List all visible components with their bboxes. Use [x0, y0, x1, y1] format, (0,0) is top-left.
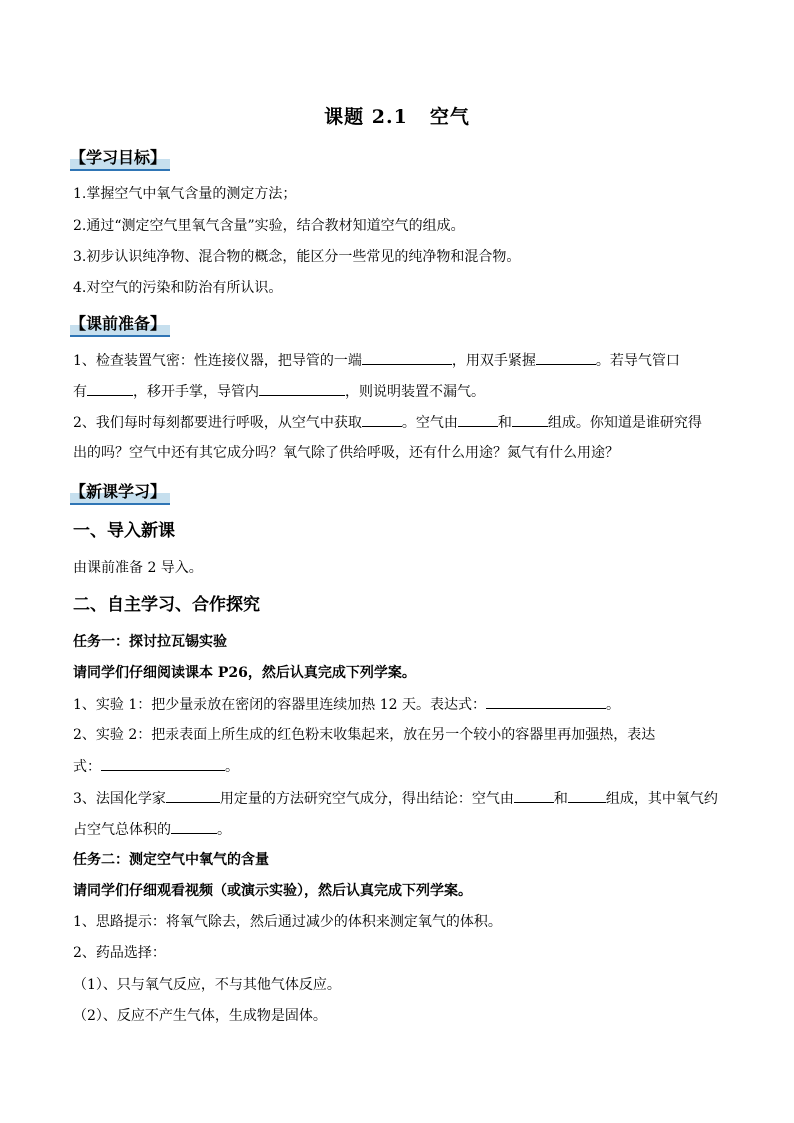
task1-item-3-line1: 3、法国化学家 用定量的方法研究空气成分，得出结论：空气由 和 组成，其中氧气约: [73, 788, 718, 809]
part1-text: 由课前准备 2 导入。: [73, 560, 203, 576]
task1-item-2-line2: 式： 。: [73, 756, 239, 777]
answer-blank[interactable]: [486, 694, 606, 709]
task1-item-2-line1: 2、实验 2：把汞表面上所生成的红色粉末收集起来，放在另一个较小的容器里再加强热，表达: [73, 727, 656, 743]
title-main: 课题 2.1: [324, 106, 408, 128]
answer-blank[interactable]: [87, 381, 133, 396]
task2-item-1: 1、思路提示：将氧气除去，然后通过减少的体积来测定氧气的体积。: [73, 914, 502, 930]
task2-item-4: （2）、反应不产生气体，生成物是固体。: [73, 1008, 327, 1024]
answer-blank[interactable]: [101, 756, 225, 771]
section-prep-tag: 【课前准备】: [70, 313, 170, 337]
prep-q2-line1: 2、我们每时每刻都要进行呼吸，从空气中获取 。空气由 和 组成。你知道是谁研究得: [73, 412, 702, 433]
task2-title: 任务二：测定空气中氧气的含量: [73, 852, 269, 868]
section-new-tag: 【新课学习】: [70, 481, 170, 505]
task1-item-3-line2: 占空气总体积的 。: [73, 819, 231, 840]
task1-item-1: 1、实验 1：把少量汞放在密闭的容器里连续加热 12 天。表达式： 。: [73, 694, 620, 715]
goal-item-1: 1.掌握空气中氧气含量的测定方法；: [73, 186, 297, 202]
answer-blank[interactable]: [512, 412, 548, 427]
answer-blank[interactable]: [568, 788, 606, 803]
answer-blank[interactable]: [259, 381, 345, 396]
section-goals-tag: 【学习目标】: [70, 147, 170, 171]
goal-item-2: 2.通过“测定空气里氧气含量”实验，结合教材知道空气的组成。: [73, 218, 465, 234]
task2-instruction: 请同学们仔细观看视频（或演示实验），然后认真完成下列学案。: [73, 883, 472, 899]
prep-q1-line2: 有 ，移开手掌，导管内 ，则说明装置不漏气。: [73, 381, 485, 402]
answer-blank[interactable]: [166, 788, 220, 803]
task1-instruction: 请同学们仔细阅读课本 P26，然后认真完成下列学案。: [73, 665, 416, 681]
goal-item-4: 4.对空气的污染和防治有所认识。: [73, 280, 283, 296]
task2-item-3: （1）、只与氧气反应，不与其他气体反应。: [73, 977, 341, 993]
task1-title: 任务一：探讨拉瓦锡实验: [73, 634, 227, 650]
prep-q2-line2: 出的吗？空气中还有其它成分吗？氧气除了供给呼吸，还有什么用途？氮气有什么用途？: [73, 445, 619, 461]
answer-blank[interactable]: [171, 819, 217, 834]
page-title: [0, 102, 794, 129]
answer-blank[interactable]: [536, 350, 596, 365]
answer-blank[interactable]: [362, 350, 452, 365]
title-sub: 空气: [429, 106, 470, 128]
answer-blank[interactable]: [514, 788, 554, 803]
prep-q1-line1: 1、检查装置气密：性连接仪器，把导管的一端 ，用双手紧握 。若导气管口: [73, 350, 680, 371]
answer-blank[interactable]: [458, 412, 498, 427]
answer-blank[interactable]: [362, 412, 402, 427]
goal-item-3: 3.初步认识纯净物、混合物的概念，能区分一些常见的纯净物和混合物。: [73, 249, 521, 265]
part2-heading: 二、自主学习、合作探究: [73, 595, 260, 615]
task2-item-2: 2、药品选择：: [73, 945, 166, 961]
part1-heading: 一、导入新课: [73, 521, 175, 541]
